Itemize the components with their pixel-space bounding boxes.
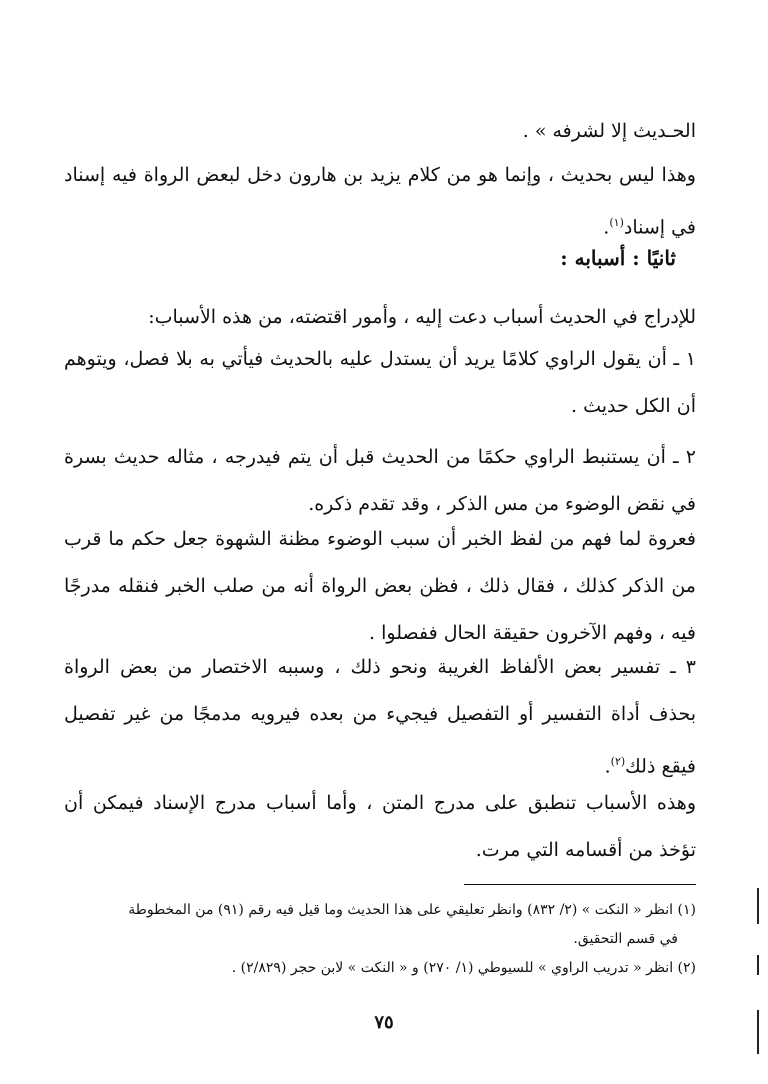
footnote-ref-2: (٢) — [610, 755, 626, 768]
footnote-separator — [464, 884, 696, 885]
paragraph-2: وهذا ليس بحديث ، وإنما هو من كلام يزيد بن هارون دخل لبعض الرواة فيه إسناد في إسناد$^{(١)}$. — [64, 164, 696, 239]
paragraph-4: ١ ـ أن يقول الراوي كلامًا يريد أن يستدل عليه بالحديث فيأتي به بلا فصل، ويتوهم أن الكل حديث . — [64, 348, 696, 417]
paragraph-7-text: ٣ ـ تفسير بعض الألفاظ الغريبة ونحو ذلك ، وسببه الاختصار من بعض الرواة بحذف أداة التفسير أو التفصيل فيجيء من بعده فيرويه مدمجًا من غير تفصيل فيقع ذلك — [64, 656, 696, 778]
paragraph-8: وهذه الأسباب تنطبق على مدرج المتن ، وأما أسباب مدرج الإسناد فيمكن أن تؤخذ من أقسامه التي مرت. — [64, 792, 696, 861]
scan-edge-mark — [757, 1010, 759, 1054]
page-number: ٧٥ — [374, 1012, 394, 1033]
paragraph-5: ٢ ـ أن يستنبط الراوي حكمًا من الحديث قبل أن يتم فيدرجه ، مثاله حديث بسرة في نقض الوضوء من مس الذكر ، وقد تقدم ذكره. — [64, 446, 696, 515]
scan-edge-mark — [757, 888, 759, 924]
section-heading: ثانيًا : أسبابه : — [560, 246, 676, 270]
footnote-1-continuation: في قسم التحقيق. — [573, 931, 678, 947]
scan-edge-mark — [757, 955, 759, 975]
footnote-2: (٢) انظر « تدريب الراوي » للسيوطي (١/ ٢٧٠) و « النكت » لابن حجر (٢/٨٢٩) . — [231, 960, 696, 976]
footnote-1: (١) انظر « النكت » (٢/ ٨٣٢) وانظر تعليقي على هذا الحديث وما قيل فيه رقم (٩١) من المخطوطة — [128, 902, 696, 918]
footnote-ref-1: (١) — [609, 216, 624, 229]
paragraph-1: الحـديث إلا لشرفه » . — [522, 120, 696, 142]
paragraph-6: فعروة لما فهم من لفظ الخبر أن سبب الوضوء مظنة الشهوة جعل حكم ما قرب من الذكر كذلك ، فقال ذلك ، فظن بعض الرواة أنه من صلب الخبر فنقله مدرجًا فيه ، وفهم الآخرون حقيقة الحال ففصلوا . — [64, 528, 696, 644]
paragraph-3: للإدراج في الحديث أسباب دعت إليه ، وأمور اقتضته، من هذه الأسباب: — [148, 306, 696, 328]
paragraph-2-text: وهذا ليس بحديث ، وإنما هو من كلام يزيد بن هارون دخل لبعض الرواة فيه إسناد في إسناد — [64, 164, 696, 239]
footnotes — [56, 896, 696, 983]
paragraph-7: ٣ ـ تفسير بعض الألفاظ الغريبة ونحو ذلك ، وسببه الاختصار من بعض الرواة بحذف أداة التفسير أو التفصيل فيجيء من بعده فيرويه مدمجًا من غير تفصيل فيقع ذلك$^{(٢)}$. — [64, 656, 696, 778]
